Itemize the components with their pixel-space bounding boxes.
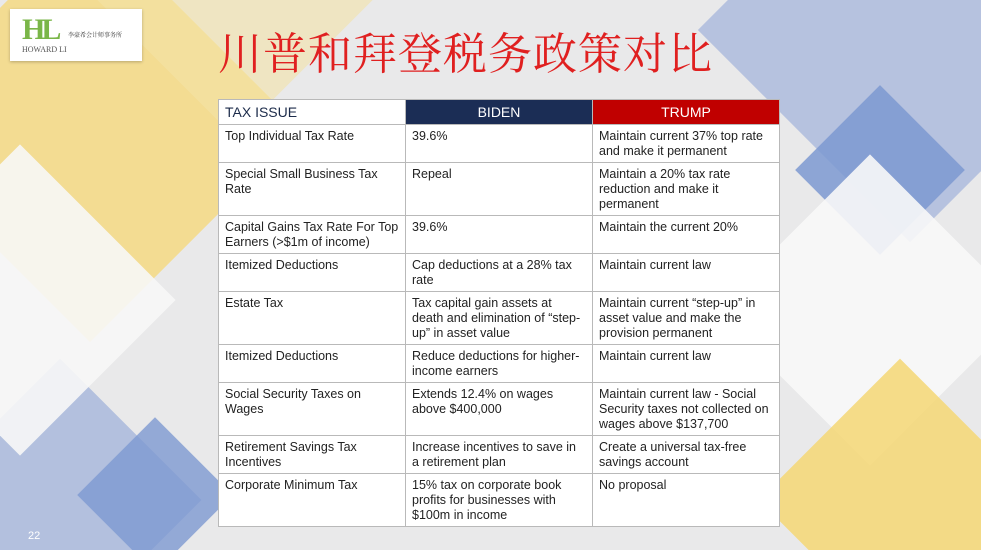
cell-biden: 15% tax on corporate book profits for businesses with $100m in income xyxy=(406,474,593,527)
cell-biden: 39.6% xyxy=(406,216,593,254)
cell-issue: Itemized Deductions xyxy=(219,345,406,383)
table-row xyxy=(219,216,780,254)
cell-biden: Cap deductions at a 28% tax rate xyxy=(406,254,593,292)
table-row xyxy=(219,474,780,527)
cell-trump: Maintain current law xyxy=(593,254,780,292)
cell-issue: Social Security Taxes on Wages xyxy=(219,383,406,436)
logo-name: HOWARD LI xyxy=(22,45,67,54)
page-title: 川普和拜登税务政策对比 xyxy=(218,29,713,80)
cell-trump: Maintain the current 20% xyxy=(593,216,780,254)
cell-biden: Increase incentives to save in a retirement plan xyxy=(406,436,593,474)
cell-issue: Top Individual Tax Rate xyxy=(219,125,406,163)
header-tax-issue: TAX ISSUE xyxy=(219,100,406,125)
table-row xyxy=(219,383,780,436)
table-row xyxy=(219,163,780,216)
cell-trump: Maintain current law xyxy=(593,345,780,383)
cell-trump: No proposal xyxy=(593,474,780,527)
cell-trump: Maintain current law - Social Security taxes not collected on wages above $137,700 xyxy=(593,383,780,436)
table-row xyxy=(219,345,780,383)
cell-biden: Extends 12.4% on wages above $400,000 xyxy=(406,383,593,436)
cell-biden: Repeal xyxy=(406,163,593,216)
table-row xyxy=(219,254,780,292)
cell-trump: Maintain current “step-up” in asset value and make the provision permanent xyxy=(593,292,780,345)
page-number: 22 xyxy=(28,530,41,542)
table-row xyxy=(219,436,780,474)
cell-issue: Retirement Savings Tax Incentives xyxy=(219,436,406,474)
logo-mark: HL xyxy=(22,13,58,46)
cell-issue: Corporate Minimum Tax xyxy=(219,474,406,527)
company-logo xyxy=(10,9,142,61)
table-row xyxy=(219,125,780,163)
cell-issue: Capital Gains Tax Rate For Top Earners (>$1m of income) xyxy=(219,216,406,254)
cell-biden: 39.6% xyxy=(406,125,593,163)
cell-issue: Special Small Business Tax Rate xyxy=(219,163,406,216)
header-biden: BIDEN xyxy=(406,100,593,125)
cell-biden: Tax capital gain assets at death and elimination of “step-up” in asset value xyxy=(406,292,593,345)
cell-biden: Reduce deductions for higher-income earners xyxy=(406,345,593,383)
cell-issue: Itemized Deductions xyxy=(219,254,406,292)
logo-subtitle: 李豪希会计师事务所 xyxy=(68,33,123,39)
header-trump: TRUMP xyxy=(593,100,780,125)
cell-trump: Create a universal tax-free savings account xyxy=(593,436,780,474)
table-row xyxy=(219,292,780,345)
cell-trump: Maintain a 20% tax rate reduction and make it permanent xyxy=(593,163,780,216)
cell-issue: Estate Tax xyxy=(219,292,406,345)
tax-policy-table xyxy=(218,99,780,527)
cell-trump: Maintain current 37% top rate and make it permanent xyxy=(593,125,780,163)
table-header-row xyxy=(219,100,780,125)
